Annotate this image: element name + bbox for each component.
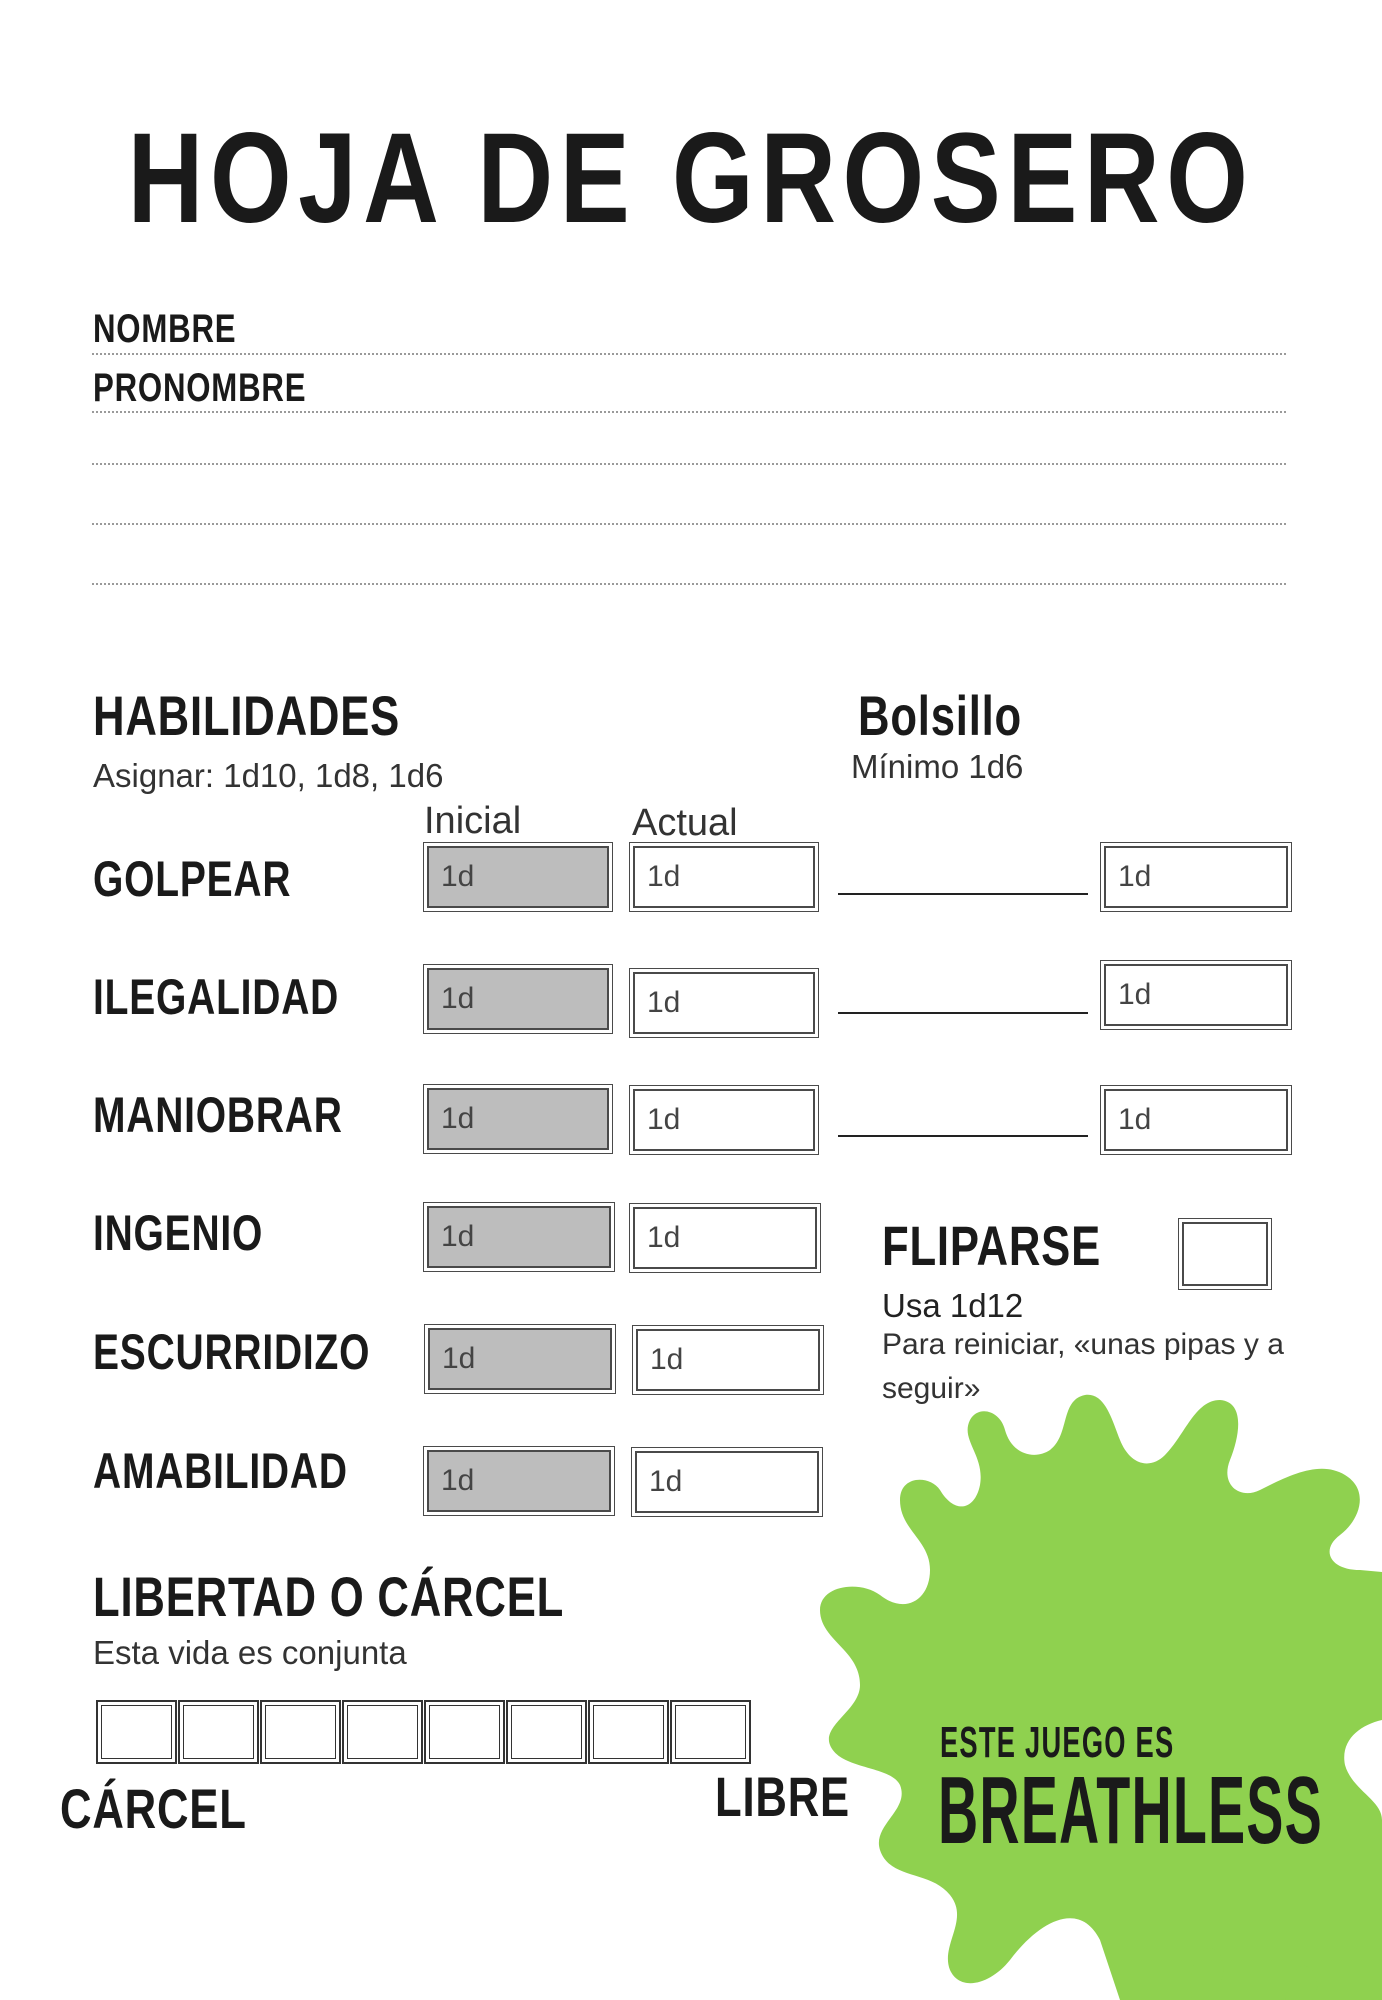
splat-shape	[820, 1395, 1382, 2000]
pocket-die-2[interactable]: 1d	[1104, 964, 1288, 1026]
skill-label-amabilidad: AMABILIDAD	[93, 1443, 348, 1499]
green-splat-decoration	[800, 1380, 1382, 2000]
notes-line-2[interactable]	[92, 523, 1286, 525]
skill-initial-ilegalidad[interactable]: 1d	[427, 968, 609, 1030]
pocket-item-line-3[interactable]	[838, 1135, 1088, 1137]
skill-current-golpear[interactable]: 1d	[633, 846, 815, 908]
skill-label-ingenio: INGENIO	[93, 1205, 264, 1261]
fliparse-title: FLIPARSE	[882, 1214, 1101, 1277]
freedom-track-cell[interactable]	[670, 1700, 751, 1764]
page-title: HOJA DE GROSERO	[127, 107, 1255, 250]
pronoun-line[interactable]	[92, 411, 1286, 413]
freedom-track-cell[interactable]	[342, 1700, 423, 1764]
skill-label-ilegalidad: ILEGALIDAD	[93, 969, 340, 1025]
freedom-track-cell[interactable]	[178, 1700, 259, 1764]
skills-title: HABILIDADES	[93, 684, 401, 747]
pocket-die-3[interactable]: 1d	[1104, 1089, 1288, 1151]
pocket-title: Bolsillo	[858, 684, 1022, 747]
freedom-subtitle: Esta vida es conjunta	[93, 1634, 407, 1671]
pocket-item-line-1[interactable]	[838, 893, 1088, 895]
freedom-title: LIBERTAD O CÁRCEL	[93, 1565, 565, 1628]
skill-initial-maniobrar[interactable]: 1d	[427, 1088, 609, 1150]
col-current-header: Actual	[632, 802, 738, 844]
skill-label-escurridizo: ESCURRIDIZO	[93, 1324, 371, 1380]
skill-current-maniobrar[interactable]: 1d	[633, 1089, 815, 1151]
skill-current-escurridizo[interactable]: 1d	[636, 1329, 820, 1391]
skills-subtitle: Asignar: 1d10, 1d8, 1d6	[93, 757, 444, 794]
skill-initial-ingenio[interactable]: 1d	[427, 1206, 611, 1268]
name-line[interactable]	[92, 353, 1286, 355]
notes-line-3[interactable]	[92, 583, 1286, 585]
freedom-left-label: CÁRCEL	[60, 1777, 247, 1840]
brand-line-1: ESTE JUEGO ES	[940, 1718, 1175, 1767]
freedom-track-cell[interactable]	[424, 1700, 505, 1764]
pronoun-label: PRONOMBRE	[93, 366, 307, 410]
name-label: NOMBRE	[93, 307, 237, 351]
fliparse-uses: Usa 1d12	[882, 1287, 1024, 1324]
skill-label-maniobrar: MANIOBRAR	[93, 1087, 343, 1143]
brand-logo-text: BREATHLESS	[938, 1757, 1323, 1864]
col-initial-header: Inicial	[424, 800, 522, 842]
skill-initial-escurridizo[interactable]: 1d	[428, 1328, 612, 1390]
notes-line-1[interactable]	[92, 463, 1286, 465]
skill-initial-golpear[interactable]: 1d	[427, 846, 609, 908]
skill-initial-amabilidad[interactable]: 1d	[427, 1450, 611, 1512]
freedom-track-cell[interactable]	[588, 1700, 669, 1764]
skill-current-ingenio[interactable]: 1d	[633, 1207, 817, 1269]
pocket-die-1[interactable]: 1d	[1104, 846, 1288, 908]
freedom-right-label: LIBRE	[715, 1765, 850, 1828]
freedom-track-cell[interactable]	[260, 1700, 341, 1764]
skill-current-ilegalidad[interactable]: 1d	[633, 972, 815, 1034]
freedom-track-cell[interactable]	[506, 1700, 587, 1764]
fliparse-checkbox[interactable]	[1182, 1222, 1268, 1286]
pocket-subtitle: Mínimo 1d6	[851, 748, 1024, 785]
freedom-track-cell[interactable]	[96, 1700, 177, 1764]
skill-label-golpear: GOLPEAR	[93, 851, 292, 907]
pocket-item-line-2[interactable]	[838, 1012, 1088, 1014]
fliparse-reset-text: Para reiniciar, «unas pipas y a seguir»	[882, 1328, 1284, 1405]
freedom-track	[96, 1700, 752, 1764]
skill-current-amabilidad[interactable]: 1d	[635, 1451, 819, 1513]
